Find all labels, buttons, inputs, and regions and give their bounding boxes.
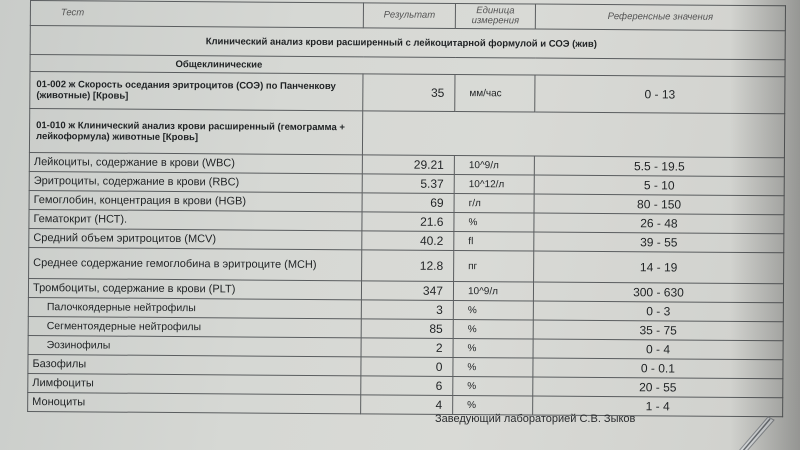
test-result: 4 (361, 395, 453, 415)
test-name: Базофилы (28, 354, 361, 375)
test-result: 69 (362, 193, 454, 213)
test-name: Гемоглобин, концентрация в крови (HGB) (29, 190, 362, 211)
section-title: Общеклинические (30, 55, 785, 77)
test-reference: 20 - 55 (533, 377, 783, 398)
test-reference: 14 - 19 (534, 251, 784, 284)
test-unit: fl (454, 231, 534, 251)
test-unit: 10^9/л (453, 281, 533, 301)
test-result: 347 (361, 281, 453, 301)
test-unit: % (453, 395, 533, 415)
test-name: Гематокрит (НСТ). (29, 209, 362, 230)
test-unit: г/л (454, 193, 534, 213)
cbc-group-name: 01-010 ж Клинический анализ крови расширенный (гемограмма + лейкоформула) животные [Кровь] (29, 109, 362, 155)
report-title: Клинический анализ крови расширенный с лейкоцитарной формулой и СОЭ (жив) (30, 26, 785, 60)
test-name: Лимфоциты (28, 373, 361, 394)
test-name: Палочкоядерные нейтрофилы (28, 297, 361, 318)
test-reference: 1 - 4 (533, 396, 783, 417)
test-reference: 26 - 48 (534, 213, 784, 234)
test-name: Тромбоциты, содержание в крови (PLT) (28, 278, 361, 299)
test-result: 21.6 (362, 212, 454, 232)
test-unit: % (453, 300, 533, 320)
test-result: 6 (361, 376, 453, 396)
test-result: 29.21 (362, 155, 454, 175)
header-result: Результат (363, 3, 455, 29)
test-result: 85 (361, 319, 453, 339)
test-unit: % (453, 357, 533, 377)
test-reference: 300 - 630 (533, 282, 783, 303)
cbc-group-empty (362, 111, 784, 158)
test-name: Моноциты (28, 392, 361, 413)
test-name: Эозинофилы (28, 335, 361, 356)
test-name: Сегментоядерные нейтрофилы (28, 316, 361, 337)
header-reference: Референсные значения (535, 4, 785, 31)
test-reference: 5.5 - 19.5 (534, 156, 784, 177)
test-reference: 35 - 75 (533, 320, 783, 341)
test-name: Средний объем эритроцитов (MCV) (29, 228, 362, 249)
pen-icon (728, 412, 788, 450)
esr-row (30, 72, 785, 114)
test-result: 3 (361, 300, 453, 320)
result-rows (28, 152, 785, 416)
esr-result: 35 (363, 74, 455, 112)
table-row (28, 392, 783, 416)
test-reference: 80 - 150 (534, 194, 784, 215)
test-result: 0 (361, 357, 453, 377)
test-result: 2 (361, 338, 453, 358)
test-name: Лейкоциты, содержание в крови (WBC) (29, 152, 362, 173)
test-unit: пг (454, 250, 534, 282)
header-unit: Единица измерения (455, 3, 535, 29)
test-reference: 0 - 4 (533, 339, 783, 360)
test-unit: 10^12/л (454, 174, 534, 194)
test-reference: 0 - 0.1 (533, 358, 783, 379)
test-result: 12.8 (362, 250, 454, 282)
test-reference: 0 - 3 (533, 301, 783, 322)
cbc-group-row (29, 109, 784, 158)
test-unit: % (454, 212, 534, 232)
signature-line: Заведующий лабораторией С.В. Зыков (435, 413, 636, 425)
esr-name: 01-002 ж Скорость оседания эритроцитов (СОЭ) по Панченкову (животные) [Кровь] (30, 72, 363, 111)
test-name: Эритроциты, содержание в крови (RBC) (29, 171, 362, 192)
header-test: Тест (30, 1, 363, 28)
esr-reference: 0 - 13 (535, 75, 785, 114)
test-result: 40.2 (362, 231, 454, 251)
test-unit: % (453, 319, 533, 339)
results-table (27, 0, 786, 417)
test-unit: % (453, 338, 533, 358)
esr-unit: мм/час (455, 74, 535, 112)
test-name: Среднее содержание гемоглобина в эритроците (МСН) (29, 247, 362, 280)
test-reference: 5 - 10 (534, 175, 784, 196)
test-reference: 39 - 55 (534, 232, 784, 253)
test-unit: % (453, 376, 533, 396)
test-result: 5.37 (362, 174, 454, 194)
test-unit: 10^9/л (454, 155, 534, 175)
